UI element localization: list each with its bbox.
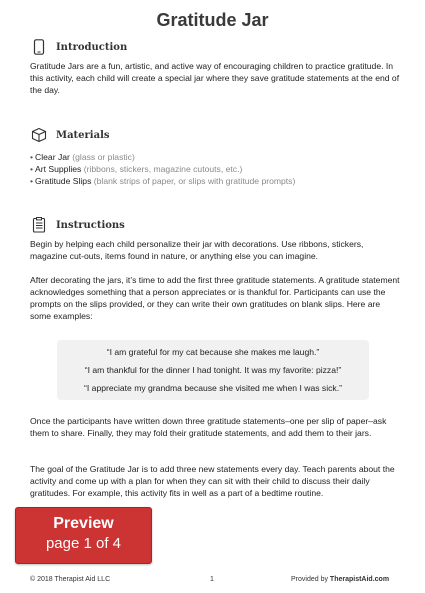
- preview-label: Preview: [53, 515, 114, 532]
- material-note: (ribbons, stickers, magazine cutouts, etc.): [83, 164, 243, 174]
- clipboard-icon: [30, 216, 48, 234]
- list-item: • Gratitude Slips (blank strips of paper, or slips with gratitude prompts): [30, 176, 296, 186]
- materials-label: Materials: [56, 129, 110, 141]
- introduction-text: Gratitude Jars are a fun, artistic, and active way of encouraging children to practice gratitude. In this activity, each child will create a special jar where they save gratitude statements at the end of the day.: [30, 61, 400, 95]
- introduction-label: Introduction: [56, 41, 128, 53]
- preview-page-indicator: page 1 of 4: [45, 535, 122, 552]
- page-title: Gratitude Jar: [156, 10, 269, 30]
- instructions-paragraph-4: The goal of the Gratitude Jar is to add three new statements every day. Teach parents about the activity and come up with a plan for when they can sit with their child to discuss their daily gratitudes. For example, this activity fits in well as a part of a bedtime routine.: [30, 464, 395, 498]
- material-note: (glass or plastic): [72, 152, 135, 162]
- introduction-heading: [30, 38, 127, 56]
- instructions-paragraph-2: After decorating the jars, it’s time to add the first three gratitude statements. A gratitude statement acknowledges something that a person appreciates or is thankful for. Participants can use the prompts on the slips provided, or they can write their own gratitudes on blank slips. Here are some examples:: [30, 275, 400, 321]
- footer-page-number: 1: [210, 576, 214, 583]
- materials-list: [30, 151, 400, 187]
- box-icon: [30, 126, 48, 144]
- examples-box: [57, 340, 369, 400]
- materials-heading: [30, 126, 110, 144]
- instructions-heading: [30, 216, 125, 234]
- example-quote: “I am thankful for the dinner I had tonight. It was my favorite: pizza!”: [84, 365, 342, 375]
- material-name: Art Supplies: [35, 164, 82, 174]
- material-note: (blank strips of paper, or slips with gratitude prompts): [93, 176, 296, 186]
- list-item: • Art Supplies (ribbons, stickers, magazine cutouts, etc.): [30, 164, 243, 174]
- instructions-label: Instructions: [56, 219, 125, 231]
- phone-icon: [30, 38, 48, 56]
- preview-badge[interactable]: [15, 507, 152, 564]
- example-quote: “I am grateful for my cat because she makes me laugh.”: [106, 347, 320, 357]
- instructions-paragraph-1: Begin by helping each child personalize their jar with decorations. Use ribbons, stickers, magazine cut-outs, items found in nature, or anything else you can imagine.: [30, 239, 364, 261]
- footer-copyright: © 2018 Therapist Aid LLC: [30, 576, 111, 583]
- instructions-paragraph-3: Once the participants have written down three gratitude statements–one per slip of paper–ask them to share. Finally, they may fold their gratitude statements, and add them to their jars.: [30, 416, 387, 438]
- list-item: • Clear Jar (glass or plastic): [30, 152, 135, 162]
- material-name: Clear Jar: [35, 152, 70, 162]
- example-quote: “I appreciate my grandma because she visited me when I was sick.”: [84, 383, 342, 393]
- brand-link[interactable]: TherapistAid.com: [329, 576, 390, 583]
- material-name: Gratitude Slips: [35, 176, 92, 186]
- footer-provided-by: [291, 576, 389, 583]
- provided-by-text: Provided by: [291, 576, 328, 583]
